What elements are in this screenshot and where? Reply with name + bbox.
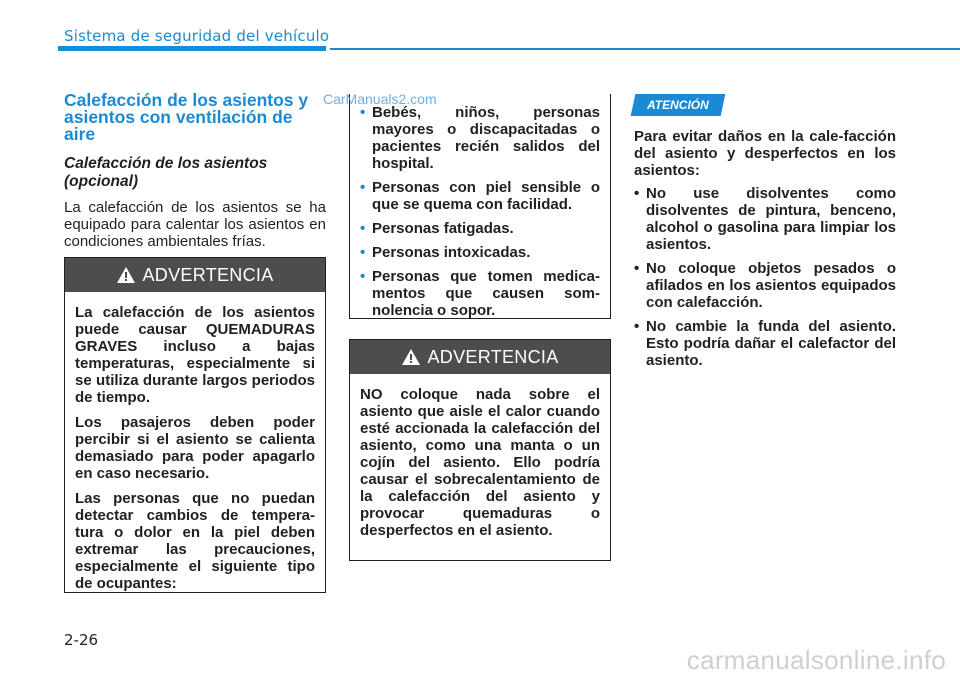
watermark: CarManuals2.com [323,91,437,107]
warning-body-1 [65,292,325,592]
section-title: Calefacción de los asientos y asientos con ventilación de aire [64,90,309,144]
footer-watermark: carmanualsonline.info [686,645,946,675]
attention-badge [631,94,726,116]
attention-list [634,185,896,369]
attention-intro: Para evitar daños en la cale-facción del asiento y desperfectos en los asientos: [634,128,896,179]
header-rule-thin [330,48,960,50]
warning-triangle-icon [117,267,135,283]
page-number: 2-26 [64,631,99,649]
occupants-box [349,94,611,319]
column-1 [64,92,326,250]
list-item: • Personas fatigadas. [360,220,600,237]
list-item: • No coloque objetos pesados o afilados en los asientos equipados con calefacción. [634,260,896,311]
warning-header-2 [350,340,610,374]
list-item: • No use disolventes como disolventes de pintura, benceno, alcohol o gasolina para limpiar los asientos. [634,185,896,253]
warning-header-1 [65,258,325,292]
occupants-list [350,94,610,319]
warning-paragraph: Las personas que no puedan detectar cambios de tempera-tura o dolor en la piel deben extremar las precauciones, especialmente el siguiente tipo de ocupantes: [75,490,315,592]
warning-triangle-icon [402,349,420,365]
list-item: • Personas que tomen medica-mentos que causen som-nolencia o sopor. [360,268,600,319]
warning-paragraph: Los pasajeros deben poder percibir si el asiento se calienta demasiado para poder apagarlo en caso necesario. [75,414,315,482]
warning-label: ADVERTENCIA [142,264,274,285]
subsection-title: Calefacción de los asientos (opcional) [64,155,268,190]
warning-label: ADVERTENCIA [427,346,559,367]
warning-paragraph: NO coloque nada sobre el asiento que aisle el calor cuando esté accionada la calefacción del asiento, como una manta o un cojín del asiento. Ello podría causar el sobrecalentamiento de la calefacción del asiento y provocar quemaduras o desperfectos en el asiento. [360,386,600,539]
list-item: • No cambie la funda del asiento. Esto podría dañar el calefactor del asiento. [634,318,896,369]
header-rule-thick [58,46,326,51]
warning-body-2 [350,374,610,539]
warning-paragraph: La calefacción de los asientos puede causar QUEMADURAS GRAVES incluso a bajas temperaturas, especialmente si se utiliza durante largos periodos de tiempo. [75,304,315,406]
warning-box-1 [64,257,326,593]
warning-box-2 [349,339,611,561]
section-header: Sistema de seguridad del vehículo [64,27,330,45]
column-3 [634,128,896,376]
list-item: • Personas con piel sensible o que se quema con facilidad. [360,179,600,213]
list-item: • Personas intoxicadas. [360,244,600,261]
attention-label: ATENCIÓN [647,98,709,112]
list-item: • Bebés, niños, personas mayores o discapacitadas o pacientes recién salidos del hospital. [360,104,600,172]
intro-paragraph: La calefacción de los asientos se ha equipado para calentar los asientos en condiciones ambientales frías. [64,199,326,250]
